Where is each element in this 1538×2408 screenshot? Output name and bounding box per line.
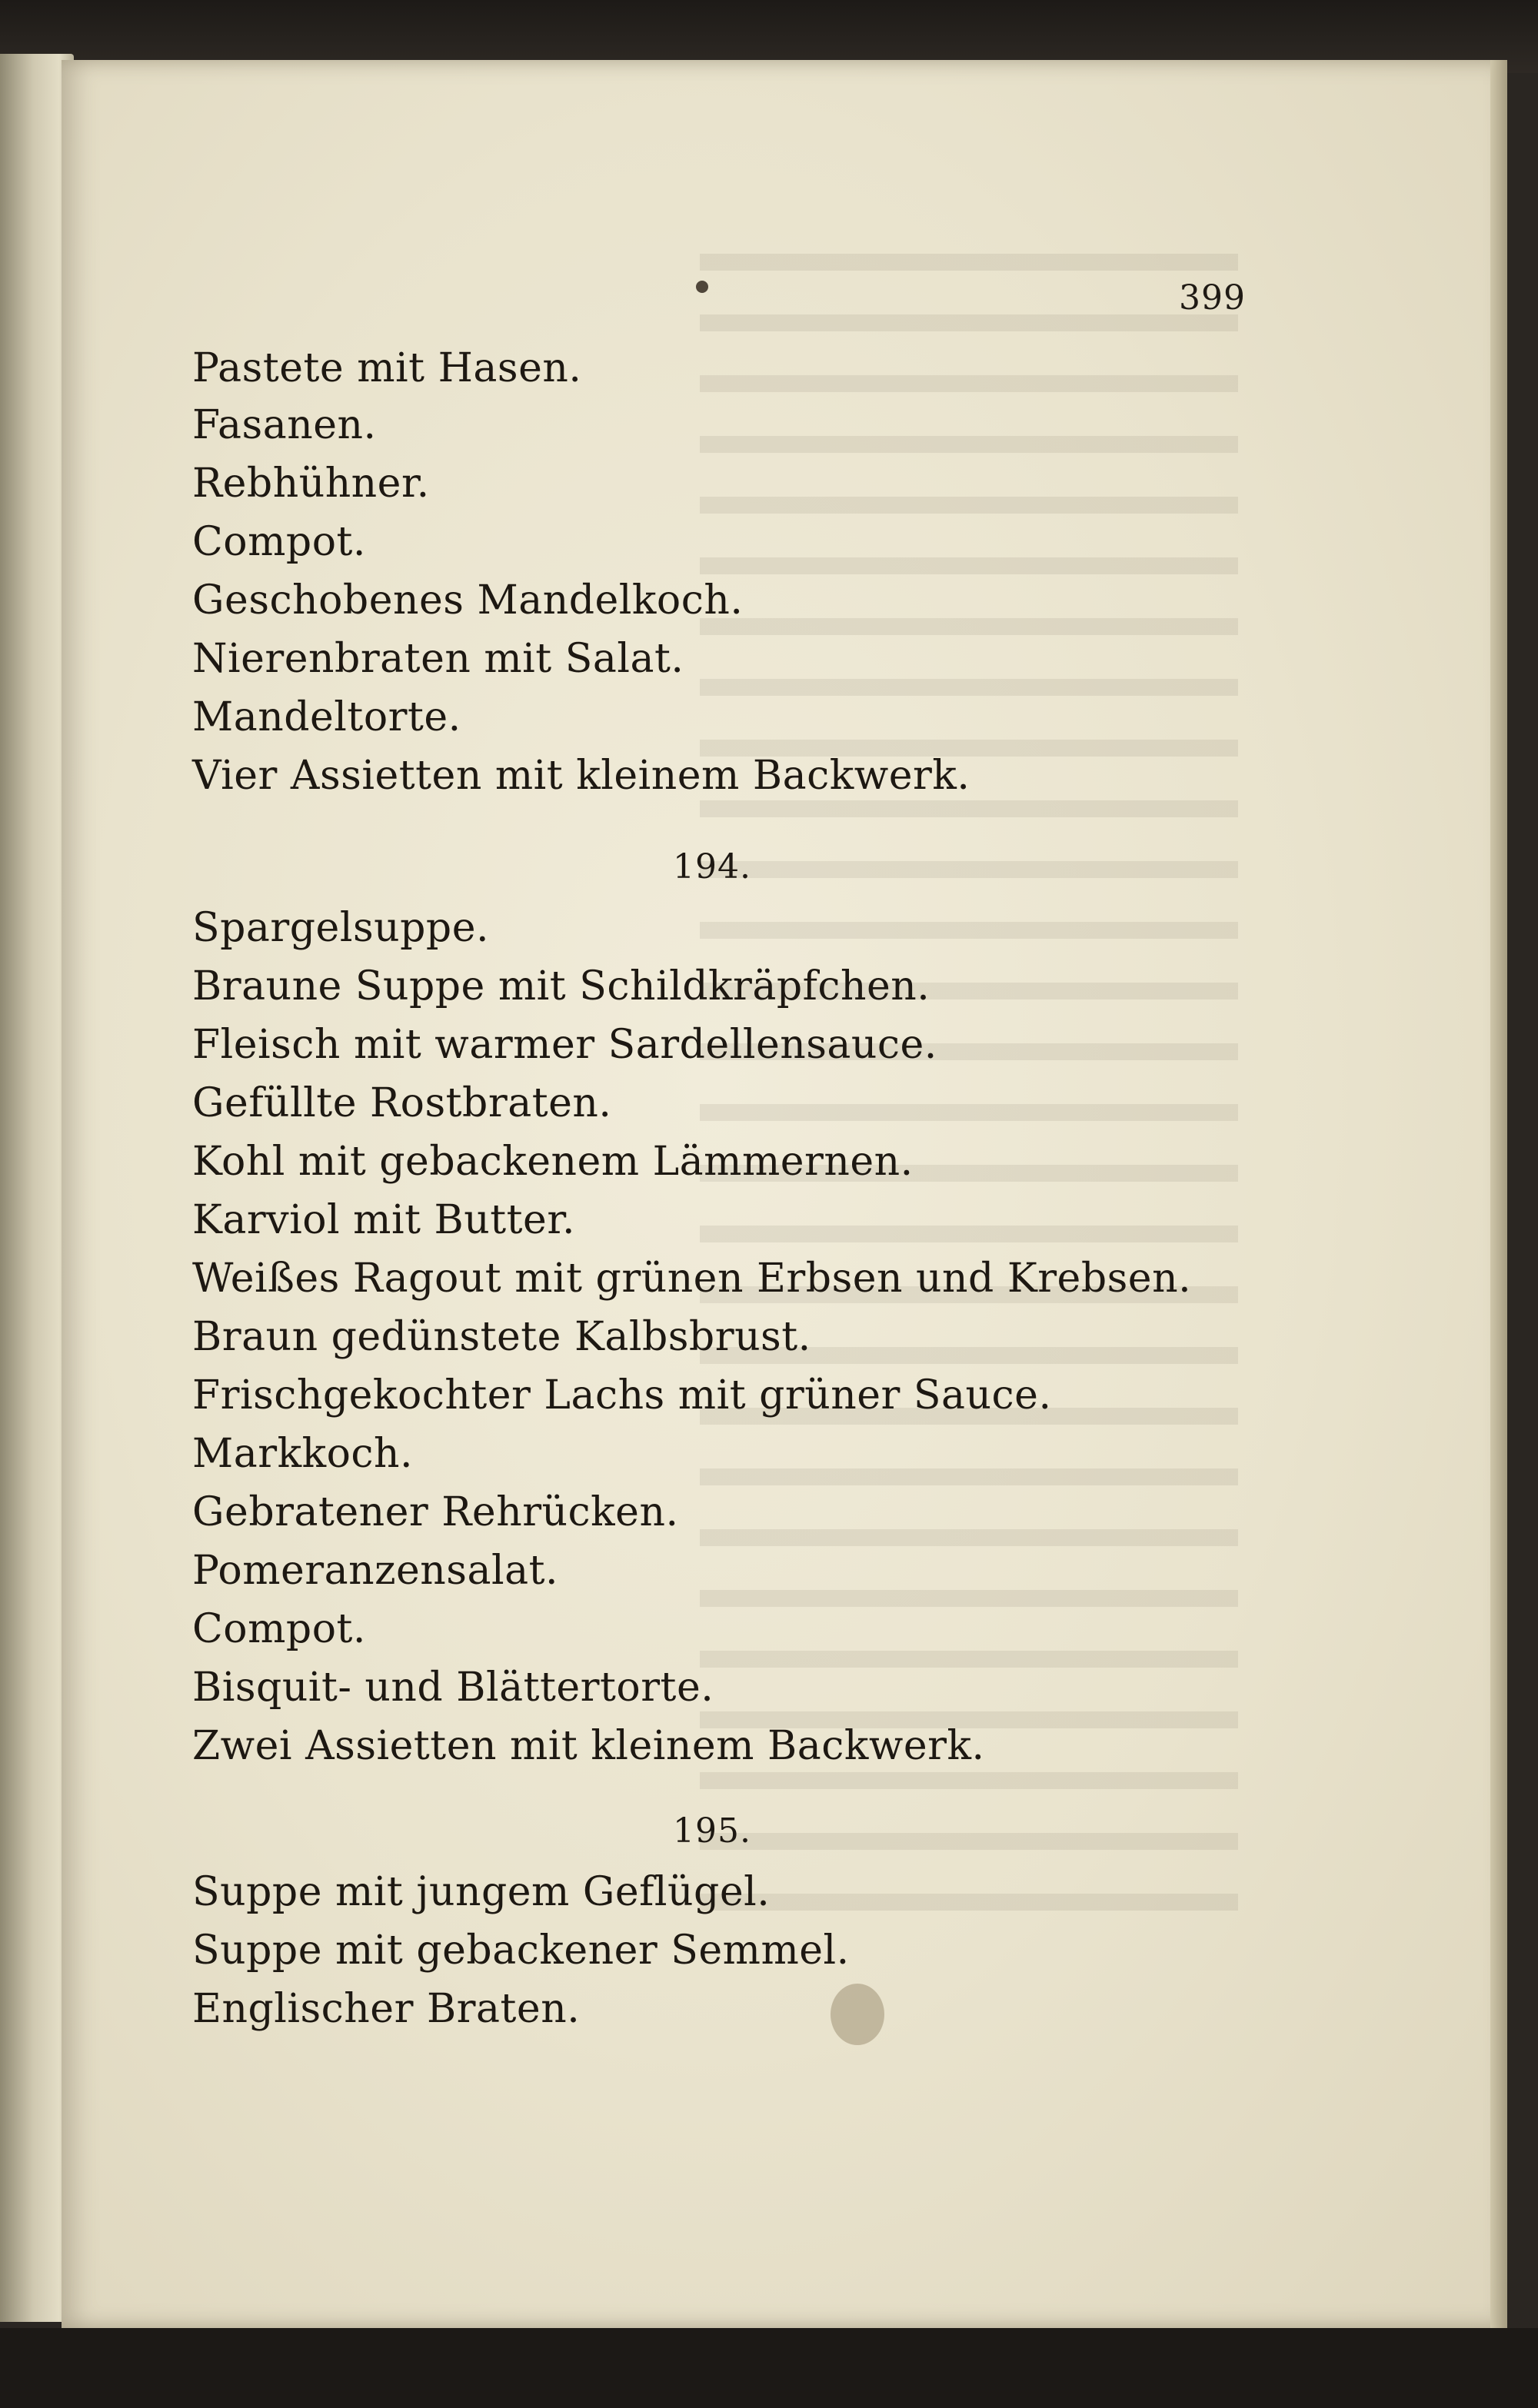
menu-item: Zwei Assietten mit kleinem Backwerk. (192, 1723, 985, 1769)
section-heading: 195. (673, 1811, 751, 1851)
menu-item: Englischer Braten. (192, 1986, 581, 2032)
menu-item: Fleisch mit warmer Sardellensauce. (192, 1022, 937, 1068)
section-heading: 194. (673, 847, 751, 886)
menu-item: Vier Assietten mit kleinem Backwerk. (192, 753, 970, 799)
menu-item: Gefüllte Rostbraten. (192, 1080, 612, 1126)
menu-item: Suppe mit jungem Geflügel. (192, 1869, 771, 1915)
menu-item: Compot. (192, 1606, 366, 1652)
menu-item: Pomeranzensalat. (192, 1548, 559, 1594)
menu-item: Spargelsuppe. (192, 905, 490, 951)
menu-item: Braune Suppe mit Schildkräpfchen. (192, 963, 930, 1009)
menu-item: Braun gedünstete Kalbsbrust. (192, 1314, 811, 1360)
menu-item: Rebhühner. (192, 461, 430, 507)
menu-item: Kohl mit gebackenem Lämmernen. (192, 1139, 914, 1185)
menu-item: Mandeltorte. (192, 694, 461, 740)
menu-item: Pastete mit Hasen. (192, 345, 582, 391)
menu-item: Gebratener Rehrücken. (192, 1489, 679, 1535)
menu-item: Compot. (192, 519, 366, 565)
menu-item: Frischgekochter Lachs mit grüner Sauce. (192, 1372, 1052, 1419)
menu-item: Weißes Ragout mit grünen Erbsen und Krebsen. (192, 1256, 1192, 1302)
menu-item: Suppe mit gebackener Semmel. (192, 1927, 850, 1974)
menu-item: Karviol mit Butter. (192, 1197, 575, 1243)
menu-item: Markkoch. (192, 1431, 414, 1477)
menu-item: Fasanen. (192, 402, 377, 448)
page-number: 399 (1179, 278, 1246, 318)
menu-item: Geschobenes Mandelkoch. (192, 577, 744, 624)
menu-item: Nierenbraten mit Salat. (192, 636, 684, 682)
menu-item: Bisquit- und Blättertorte. (192, 1665, 714, 1711)
